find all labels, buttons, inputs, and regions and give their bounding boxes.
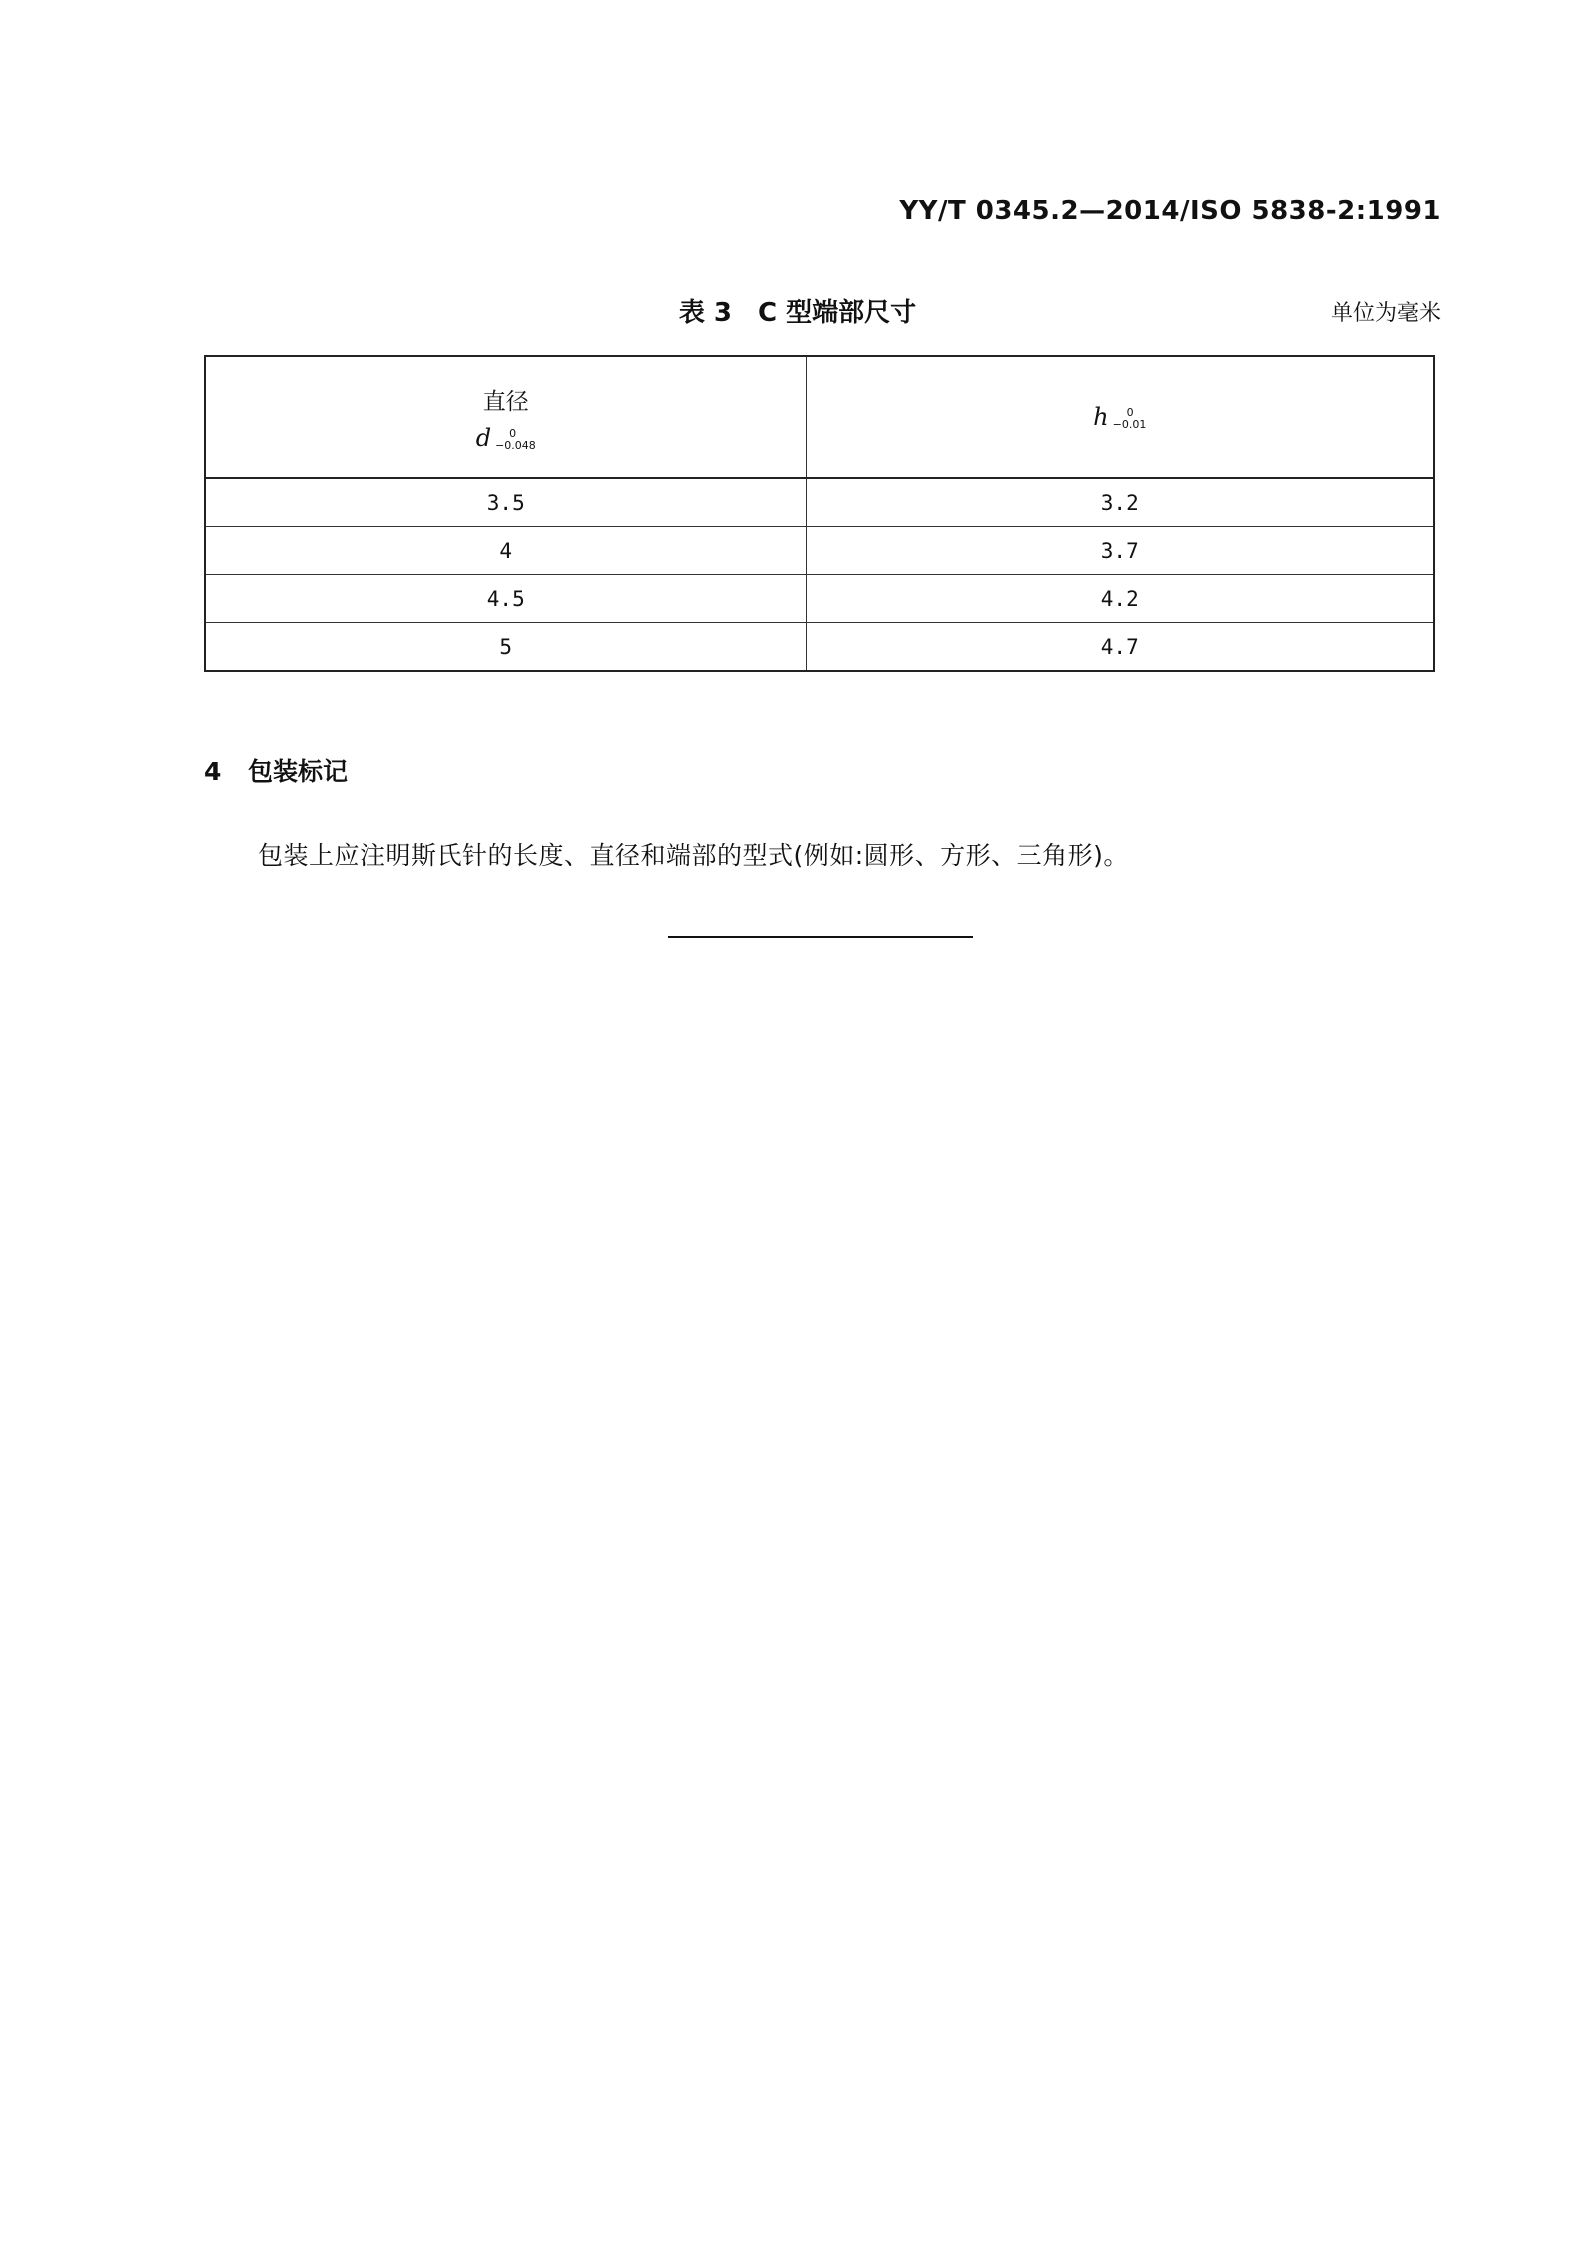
- unit-note: 单位为毫米: [1330, 301, 1441, 326]
- tolerance-upper: 0: [1126, 406, 1134, 419]
- header-diameter-tolerance: [495, 428, 536, 452]
- cell-diameter: 5: [205, 623, 806, 672]
- cell-h: 4.7: [806, 623, 1434, 672]
- table-row: [205, 527, 1434, 575]
- section-title: 包装标记: [248, 757, 349, 786]
- section-body: 包装上应注明斯氏针的长度、直径和端部的型式(例如:圆形、方形、三角形)。: [258, 841, 1129, 870]
- table-caption-title: C 型端部尺寸: [758, 298, 917, 328]
- header-diameter-symbol: d: [475, 423, 492, 452]
- cell-h: 3.7: [806, 527, 1434, 575]
- cell-diameter: 4.5: [205, 575, 806, 623]
- tolerance-lower: −0.01: [1112, 418, 1147, 431]
- header-h-symbol: h: [1093, 403, 1109, 431]
- header-diameter: [205, 356, 806, 478]
- standard-code: YY/T 0345.2—2014/ISO 5838-2:1991: [899, 196, 1441, 226]
- dimensions-table: [204, 355, 1435, 672]
- cell-h: 3.2: [806, 478, 1434, 527]
- table-row: [205, 478, 1434, 527]
- tolerance-upper: 0: [509, 426, 517, 440]
- section-heading: [204, 752, 348, 788]
- cell-diameter: 4: [205, 527, 806, 575]
- section-number: 4: [204, 757, 222, 786]
- header-h-tolerance: [1113, 407, 1147, 431]
- end-rule: [668, 936, 973, 938]
- table-header-row: [205, 356, 1434, 478]
- header-h: [806, 356, 1434, 478]
- table-row: [205, 575, 1434, 623]
- cell-diameter: 3.5: [205, 478, 806, 527]
- header-diameter-title: 直径: [482, 388, 529, 415]
- tolerance-lower: −0.048: [495, 438, 536, 452]
- cell-h: 4.2: [806, 575, 1434, 623]
- table-row: [205, 623, 1434, 672]
- table-caption-label: 表 3: [678, 298, 732, 328]
